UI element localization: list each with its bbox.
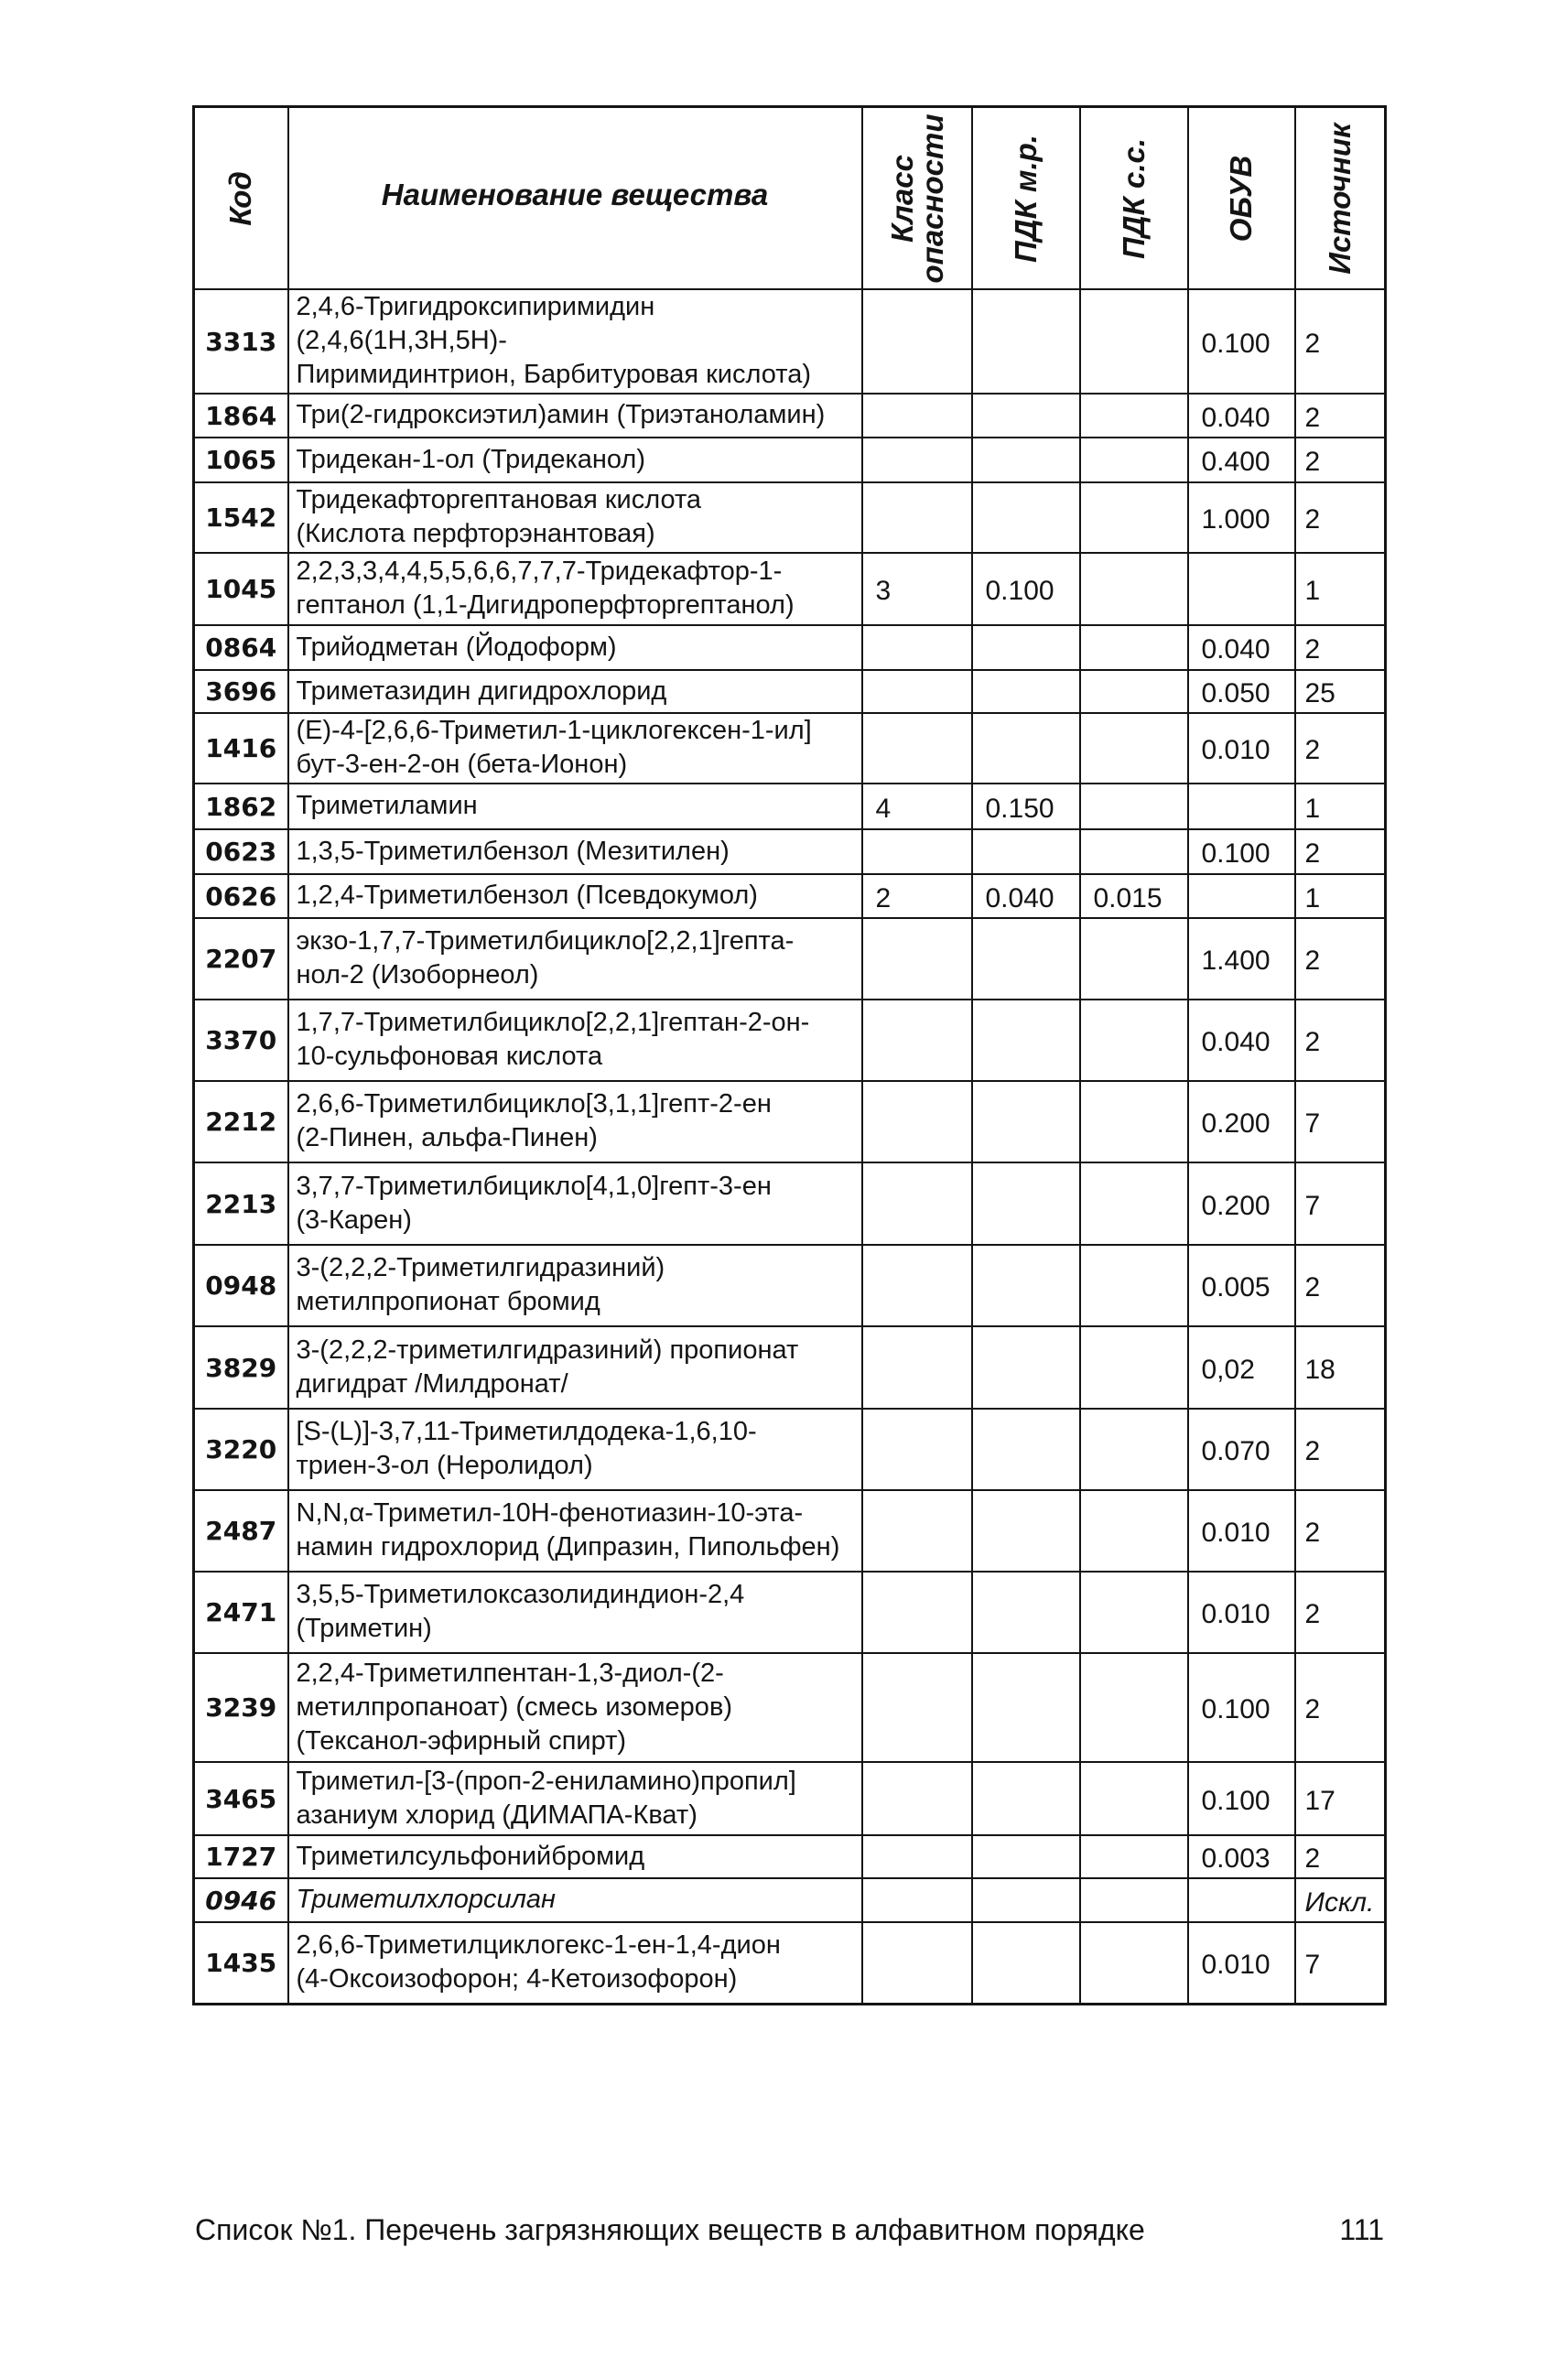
- cell-hazard-class: [862, 1490, 972, 1572]
- cell-pdk-mr: [972, 1162, 1080, 1245]
- cell-source: 7: [1295, 1162, 1386, 1245]
- table-row: [194, 289, 1386, 394]
- cell-source: 2: [1295, 713, 1386, 784]
- cell-name: 2,6,6-Триметилбицикло[3,1,1]гепт-2-ен (2-Пинен, альфа-Пинен): [288, 1081, 862, 1162]
- cell-pdk-ss: [1080, 1922, 1188, 2004]
- cell-pdk-mr: [972, 1326, 1080, 1409]
- cell-name: 2,2,4-Триметилпентан-1,3-диол-(2- метилпропаноат) (смесь изомеров) (Тексанол-эфирный спирт): [288, 1653, 862, 1762]
- cell-pdk-mr: [972, 1878, 1080, 1922]
- cell-source: 7: [1295, 1081, 1386, 1162]
- cell-code: 2207: [194, 918, 288, 1000]
- cell-hazard-class: [862, 1762, 972, 1835]
- cell-pdk-mr: [972, 1490, 1080, 1572]
- cell-pdk-ss: [1080, 394, 1188, 438]
- cell-pdk-mr: 0.150: [972, 784, 1080, 829]
- table-row: [194, 784, 1386, 829]
- cell-code: 3220: [194, 1409, 288, 1490]
- cell-name: Трийодметан (Йодоформ): [288, 625, 862, 670]
- cell-source: 2: [1295, 1000, 1386, 1081]
- cell-hazard-class: [862, 670, 972, 713]
- cell-code: 3465: [194, 1762, 288, 1835]
- cell-name: Триметиламин: [288, 784, 862, 829]
- cell-code: 3370: [194, 1000, 288, 1081]
- cell-hazard-class: [862, 1409, 972, 1490]
- cell-pdk-mr: [972, 1409, 1080, 1490]
- table-row: [194, 1409, 1386, 1490]
- cell-code: 1864: [194, 394, 288, 438]
- cell-name: 2,2,3,3,4,4,5,5,6,6,7,7,7-Тридекафтор-1- гептанол (1,1-Дигидроперфторгептанол): [288, 553, 862, 625]
- header-pdk-mr: [972, 107, 1080, 290]
- table-row: [194, 874, 1386, 918]
- cell-name: 1,3,5-Триметилбензол (Мезитилен): [288, 829, 862, 874]
- cell-pdk-mr: [972, 1245, 1080, 1326]
- cell-hazard-class: [862, 438, 972, 482]
- cell-name: Триметазидин дигидрохлорид: [288, 670, 862, 713]
- cell-hazard-class: 4: [862, 784, 972, 829]
- cell-source: 2: [1295, 1835, 1386, 1878]
- cell-obuv: 0.010: [1188, 1922, 1295, 2004]
- cell-pdk-ss: [1080, 1081, 1188, 1162]
- cell-hazard-class: [862, 1653, 972, 1762]
- cell-source: 2: [1295, 625, 1386, 670]
- cell-obuv: 0.010: [1188, 713, 1295, 784]
- cell-obuv: 0.100: [1188, 1653, 1295, 1762]
- table-row: [194, 1835, 1386, 1878]
- cell-name: Три(2-гидроксиэтил)амин (Триэтаноламин): [288, 394, 862, 438]
- cell-source: 2: [1295, 394, 1386, 438]
- table-row: [194, 1762, 1386, 1835]
- cell-code: 2212: [194, 1081, 288, 1162]
- header-obuv: [1188, 107, 1295, 290]
- cell-hazard-class: 2: [862, 874, 972, 918]
- cell-hazard-class: [862, 1922, 972, 2004]
- cell-obuv: 0.400: [1188, 438, 1295, 482]
- cell-pdk-ss: [1080, 918, 1188, 1000]
- cell-obuv: [1188, 784, 1295, 829]
- table-row: [194, 1878, 1386, 1922]
- cell-name: Тридекан-1-ол (Тридеканол): [288, 438, 862, 482]
- cell-hazard-class: 3: [862, 553, 972, 625]
- cell-pdk-mr: 0.040: [972, 874, 1080, 918]
- cell-name: Триметилсульфонийбромид: [288, 1835, 862, 1878]
- cell-code: 2487: [194, 1490, 288, 1572]
- cell-obuv: 0.050: [1188, 670, 1295, 713]
- cell-pdk-ss: [1080, 1490, 1188, 1572]
- header-obuv-label: ОБУВ: [1224, 155, 1258, 242]
- cell-name: 3,7,7-Триметилбицикло[4,1,0]гепт-3-ен (3-Карен): [288, 1162, 862, 1245]
- table-row: [194, 394, 1386, 438]
- cell-hazard-class: [862, 1572, 972, 1653]
- cell-code: 0946: [194, 1878, 288, 1922]
- cell-name: Тридекафторгептановая кислота (Кислота перфторэнантовая): [288, 482, 862, 553]
- cell-pdk-ss: [1080, 1653, 1188, 1762]
- cell-pdk-mr: [972, 1762, 1080, 1835]
- cell-pdk-mr: [972, 289, 1080, 394]
- cell-pdk-ss: [1080, 1572, 1188, 1653]
- cell-source: 2: [1295, 1245, 1386, 1326]
- cell-name: N,N,α-Триметил-10H-фенотиазин-10-эта- намин гидрохлорид (Дипразин, Пипольфен): [288, 1490, 862, 1572]
- table-row: [194, 553, 1386, 625]
- cell-obuv: 0,02: [1188, 1326, 1295, 1409]
- cell-code: 3696: [194, 670, 288, 713]
- cell-code: 3313: [194, 289, 288, 394]
- header-name-label: Наименование вещества: [381, 177, 769, 211]
- cell-name: Триметил-[3-(проп-2-ениламино)пропил] азаниум хлорид (ДИМАПА-Кват): [288, 1762, 862, 1835]
- cell-hazard-class: [862, 1245, 972, 1326]
- cell-pdk-mr: [972, 1081, 1080, 1162]
- cell-pdk-ss: 0.015: [1080, 874, 1188, 918]
- cell-hazard-class: [862, 394, 972, 438]
- cell-obuv: 0.003: [1188, 1835, 1295, 1878]
- cell-hazard-class: [862, 1162, 972, 1245]
- cell-obuv: [1188, 874, 1295, 918]
- page-number: 111: [1339, 2213, 1384, 2246]
- cell-obuv: 1.400: [1188, 918, 1295, 1000]
- cell-hazard-class: [862, 289, 972, 394]
- header-hazard-class-line-1: Класс: [884, 154, 919, 243]
- cell-name: 3,5,5-Триметилоксазолидиндион-2,4 (Триметин): [288, 1572, 862, 1653]
- cell-pdk-ss: [1080, 713, 1188, 784]
- cell-pdk-mr: [972, 394, 1080, 438]
- cell-code: 0626: [194, 874, 288, 918]
- table-row: [194, 829, 1386, 874]
- cell-code: 1435: [194, 1922, 288, 2004]
- table-row: [194, 713, 1386, 784]
- cell-obuv: 0.040: [1188, 1000, 1295, 1081]
- cell-code: 2471: [194, 1572, 288, 1653]
- cell-source: 2: [1295, 829, 1386, 874]
- cell-pdk-mr: [972, 829, 1080, 874]
- cell-code: 0864: [194, 625, 288, 670]
- cell-hazard-class: [862, 1081, 972, 1162]
- cell-source: Искл.: [1295, 1878, 1386, 1922]
- cell-pdk-mr: [972, 670, 1080, 713]
- cell-source: 1: [1295, 784, 1386, 829]
- cell-hazard-class: [862, 713, 972, 784]
- cell-pdk-ss: [1080, 829, 1188, 874]
- table-row: [194, 438, 1386, 482]
- cell-hazard-class: [862, 1835, 972, 1878]
- cell-pdk-ss: [1080, 553, 1188, 625]
- cell-name: 1,7,7-Триметилбицикло[2,2,1]гептан-2-он- 10-сульфоновая кислота: [288, 1000, 862, 1081]
- substances-table: [192, 105, 1387, 2005]
- cell-pdk-ss: [1080, 784, 1188, 829]
- cell-name: 2,6,6-Триметилциклогекс-1-ен-1,4-дион (4-Оксоизофорон; 4-Кетоизофорон): [288, 1922, 862, 2004]
- cell-pdk-ss: [1080, 1409, 1188, 1490]
- table-row: [194, 1081, 1386, 1162]
- header-hazard-class-label: [884, 113, 949, 283]
- cell-pdk-ss: [1080, 1326, 1188, 1409]
- cell-code: 1542: [194, 482, 288, 553]
- cell-pdk-mr: [972, 1835, 1080, 1878]
- cell-pdk-mr: [972, 918, 1080, 1000]
- table-row: [194, 1245, 1386, 1326]
- cell-obuv: 0.040: [1188, 625, 1295, 670]
- table-row: [194, 1490, 1386, 1572]
- header-source-label: Источник: [1322, 122, 1357, 275]
- cell-source: 2: [1295, 918, 1386, 1000]
- cell-source: 2: [1295, 1409, 1386, 1490]
- cell-source: 2: [1295, 1490, 1386, 1572]
- cell-name: [S-(L)]-3,7,11-Триметилдодека-1,6,10- триен-3-ол (Неролидол): [288, 1409, 862, 1490]
- cell-code: 1862: [194, 784, 288, 829]
- cell-pdk-ss: [1080, 625, 1188, 670]
- cell-hazard-class: [862, 1326, 972, 1409]
- cell-obuv: 0.200: [1188, 1081, 1295, 1162]
- cell-source: 2: [1295, 1572, 1386, 1653]
- cell-obuv: 0.100: [1188, 829, 1295, 874]
- cell-pdk-ss: [1080, 1835, 1188, 1878]
- cell-obuv: 0.100: [1188, 289, 1295, 394]
- cell-source: 18: [1295, 1326, 1386, 1409]
- header-code-label: Код: [223, 170, 258, 226]
- header-code: [194, 107, 288, 290]
- table-body: [194, 289, 1386, 2004]
- running-footer: Список №1. Перечень загрязняющих веществ в алфавитном порядке: [195, 2213, 1145, 2246]
- cell-source: 17: [1295, 1762, 1386, 1835]
- table-row: [194, 1922, 1386, 2004]
- table-row: [194, 670, 1386, 713]
- cell-obuv: [1188, 553, 1295, 625]
- cell-pdk-ss: [1080, 670, 1188, 713]
- table-row: [194, 625, 1386, 670]
- cell-source: 1: [1295, 553, 1386, 625]
- cell-pdk-mr: [972, 1922, 1080, 2004]
- table-row: [194, 482, 1386, 553]
- cell-pdk-ss: [1080, 1162, 1188, 1245]
- cell-name: 1,2,4-Триметилбензол (Псевдокумол): [288, 874, 862, 918]
- cell-source: 1: [1295, 874, 1386, 918]
- header-hazard-class: [862, 107, 972, 290]
- cell-code: 1727: [194, 1835, 288, 1878]
- cell-source: 2: [1295, 289, 1386, 394]
- cell-pdk-ss: [1080, 438, 1188, 482]
- header-pdk-mr-label: ПДК м.р.: [1008, 134, 1043, 263]
- cell-name: 3-(2,2,2-триметилгидразиний) пропионат дигидрат /Милдронат/: [288, 1326, 862, 1409]
- cell-code: 2213: [194, 1162, 288, 1245]
- cell-code: 0948: [194, 1245, 288, 1326]
- header-hazard-class-line-2: опасности: [914, 113, 949, 283]
- cell-obuv: 0.005: [1188, 1245, 1295, 1326]
- cell-pdk-mr: [972, 1000, 1080, 1081]
- cell-code: 3239: [194, 1653, 288, 1762]
- cell-name: экзо-1,7,7-Триметилбицикло[2,2,1]гепта- нол-2 (Изоборнеол): [288, 918, 862, 1000]
- table-row: [194, 1653, 1386, 1762]
- cell-pdk-mr: [972, 438, 1080, 482]
- cell-code: 1065: [194, 438, 288, 482]
- cell-hazard-class: [862, 482, 972, 553]
- cell-source: 25: [1295, 670, 1386, 713]
- cell-hazard-class: [862, 829, 972, 874]
- table-row: [194, 1000, 1386, 1081]
- cell-pdk-ss: [1080, 1762, 1188, 1835]
- cell-code: 1416: [194, 713, 288, 784]
- cell-obuv: 0.010: [1188, 1572, 1295, 1653]
- cell-name: (E)-4-[2,6,6-Триметил-1-циклогексен-1-ил] бут-3-ен-2-он (бета-Ионон): [288, 713, 862, 784]
- header-name: [288, 107, 862, 290]
- header-row: [194, 107, 1386, 290]
- cell-pdk-ss: [1080, 1878, 1188, 1922]
- cell-name: Триметилхлорсилан: [288, 1878, 862, 1922]
- cell-obuv: [1188, 1878, 1295, 1922]
- cell-pdk-mr: [972, 713, 1080, 784]
- cell-hazard-class: [862, 625, 972, 670]
- cell-code: 0623: [194, 829, 288, 874]
- cell-pdk-mr: [972, 1572, 1080, 1653]
- table-row: [194, 1162, 1386, 1245]
- cell-obuv: 0.100: [1188, 1762, 1295, 1835]
- cell-source: 2: [1295, 482, 1386, 553]
- cell-obuv: 0.040: [1188, 394, 1295, 438]
- cell-pdk-mr: [972, 1653, 1080, 1762]
- cell-obuv: 0.010: [1188, 1490, 1295, 1572]
- cell-obuv: 0.200: [1188, 1162, 1295, 1245]
- cell-pdk-mr: [972, 625, 1080, 670]
- cell-source: 2: [1295, 1653, 1386, 1762]
- cell-hazard-class: [862, 1878, 972, 1922]
- table-row: [194, 918, 1386, 1000]
- cell-source: 7: [1295, 1922, 1386, 2004]
- cell-hazard-class: [862, 1000, 972, 1081]
- cell-source: 2: [1295, 438, 1386, 482]
- cell-pdk-mr: [972, 482, 1080, 553]
- table-row: [194, 1572, 1386, 1653]
- header-pdk-ss: [1080, 107, 1188, 290]
- cell-pdk-ss: [1080, 1000, 1188, 1081]
- cell-code: 1045: [194, 553, 288, 625]
- cell-obuv: 1.000: [1188, 482, 1295, 553]
- cell-pdk-ss: [1080, 482, 1188, 553]
- cell-pdk-mr: 0.100: [972, 553, 1080, 625]
- cell-obuv: 0.070: [1188, 1409, 1295, 1490]
- cell-pdk-ss: [1080, 289, 1188, 394]
- header-pdk-ss-label: ПДК с.с.: [1116, 137, 1151, 259]
- cell-code: 3829: [194, 1326, 288, 1409]
- table-row: [194, 1326, 1386, 1409]
- header-source: [1295, 107, 1386, 290]
- cell-hazard-class: [862, 918, 972, 1000]
- cell-name: 2,4,6-Тригидроксипиримидин (2,4,6(1H,3H,5H)- Пиримидинтрион, Барбитуровая кислота): [288, 289, 862, 394]
- cell-name: 3-(2,2,2-Триметилгидразиний) метилпропионат бромид: [288, 1245, 862, 1326]
- cell-pdk-ss: [1080, 1245, 1188, 1326]
